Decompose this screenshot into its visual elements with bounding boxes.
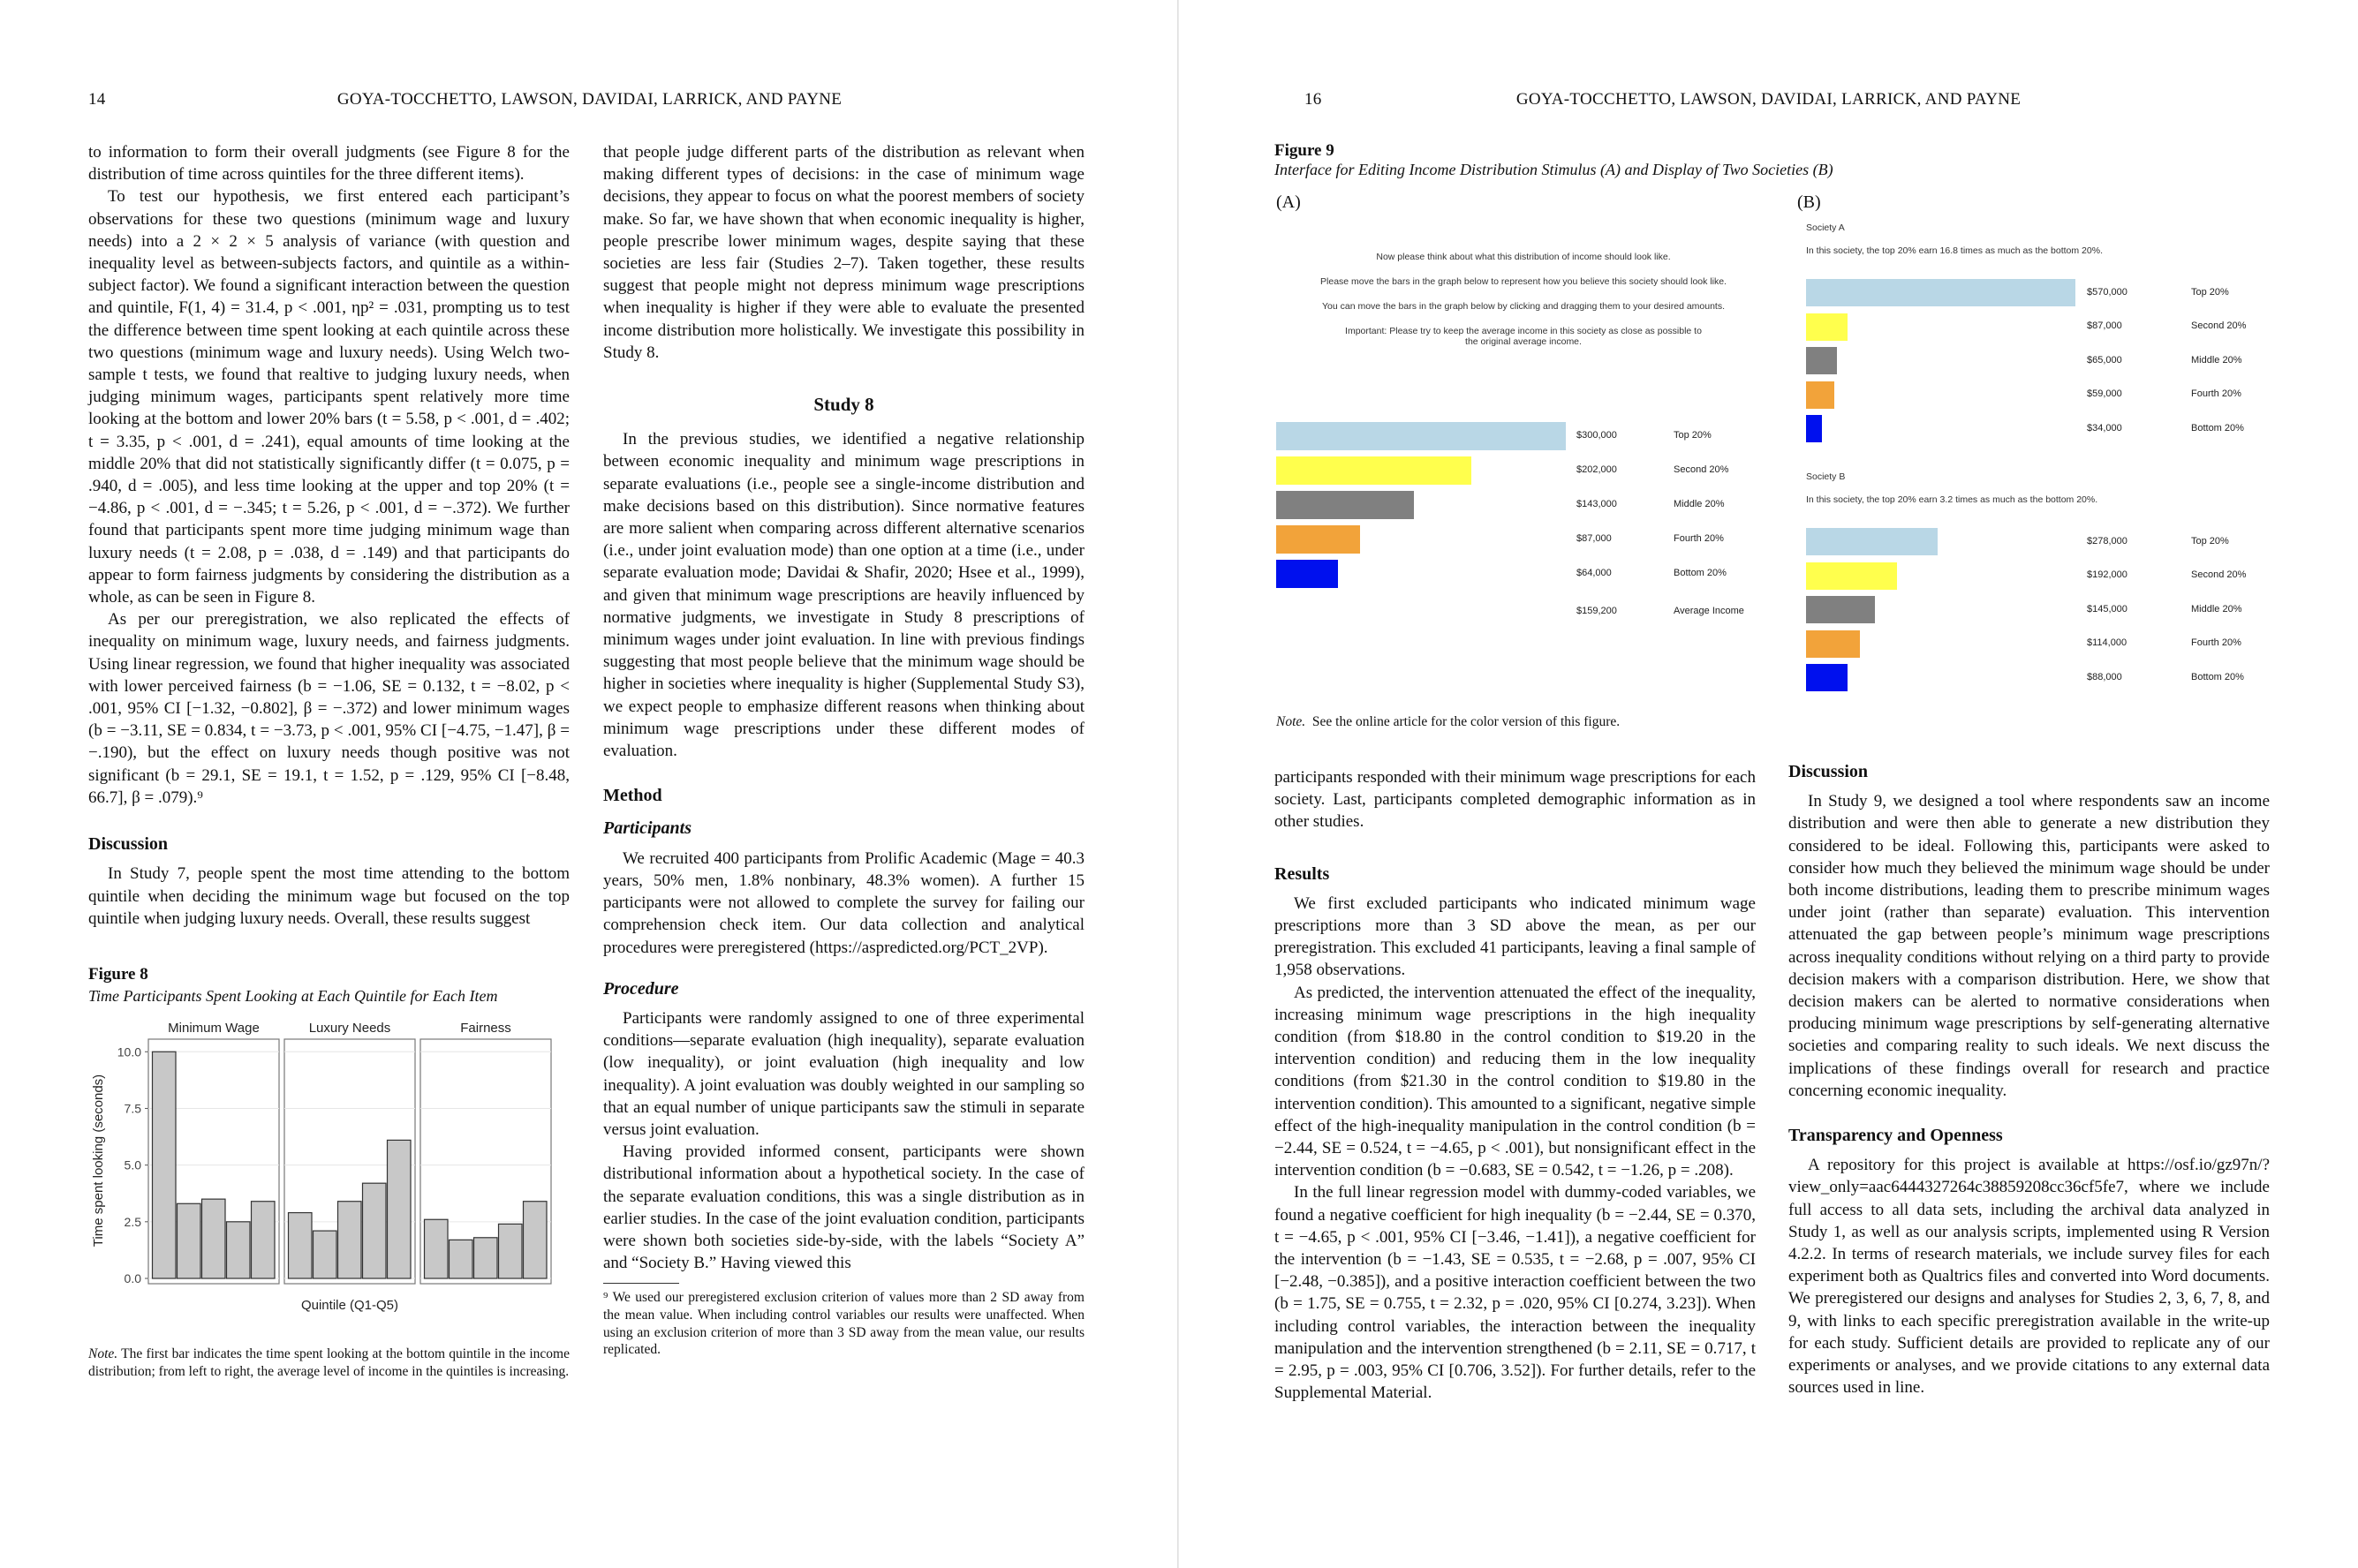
note-label: Note. [1276,714,1306,729]
paragraph: In the full linear regression model with dummy-coded variables, we found a negative coefficient for high inequality (b = −2.44, SE = 0.370, t = −4.65, p < .001, 95% CI [−3.46, −1.41]), a negative coefficient for the intervention (b = −1.43, SE = 0.535, t = −2.68, p = .007, 95% CI [−2.48, −0.385]), and a positive interaction coefficient between the two (b = 1.75, SE = 0.755, t = 2.32, p = .020, 95% CI [0.274, 3.23]). When including control variables, the interaction between the inequality manipulation and the intervention strengthened (b = 2.11, SE = 0.717, t = 2.95, p = .003, 95% CI [0.706, 3.52]). For further details, refer to the Supplemental Material. [1274,1183,1756,1403]
bar-quintile-label: Middle 20% [2191,603,2242,614]
bar-quintile-label: Second 20% [1674,464,1729,475]
footnote-rule [603,1283,679,1284]
bar [474,1238,498,1278]
right-column-2 [1788,761,2270,1398]
bar-amount: $278,000 [2087,535,2127,547]
section-heading-study-8: Study 8 [813,394,874,416]
bar-quintile-label: Second 20% [2191,320,2247,331]
bar-quintile-label: Fourth 20% [2191,388,2241,399]
income-bar[interactable] [1276,422,1566,450]
paragraph: We first excluded participants who indicated minimum wage prescriptions more than 3 SD above the mean, as per our preregistration. This excluded 41 participants, leaving a final sample of 1,958 observations. [1274,893,1756,980]
paragraph: Participants were randomly assigned to one of three experimental conditions—separate evaluation (high inequality), separate evaluation (low inequality), or joint evaluation (high inequality and low inequality). A joint evaluation was doubly weighted in our sampling so that an equal number of unique participants saw the stimuli in separate versus joint evaluation. [603,1008,1085,1139]
income-bar[interactable] [1276,491,1414,519]
bar-quintile-label: Bottom 20% [2191,422,2244,433]
bar [227,1222,251,1278]
panel-a-instructions [1276,252,1771,347]
paragraph: Having provided informed consent, participants were shown distributional information about a hypothetical society. In the case of the separate evaluation conditions, this was a single distribution as in earlier studies. In the case of the joint evaluation condition, participants were shown both societies side-by-side, with the labels “Society A” and “Society B.” Having viewed this [603,1142,1085,1273]
instruction-text: You can move the bars in the graph below by clicking and dragging them to your desired amounts. [1321,301,1726,312]
paragraph: In Study 7, people spent the most time attending to the bottom quintile when deciding the minimum wage but focused on the top quintile when judging luxury needs. Overall, these results suggest [88,864,570,928]
instruction-text: Please move the bars in the graph below to represent how you believe this society should look like. [1320,276,1727,287]
paragraph: participants responded with their minimum wage prescriptions for each society. Last, participants completed demographic information as in other studies. [1274,768,1756,832]
paragraph: In the previous studies, we identified a negative relationship between economic inequality and minimum wage prescriptions in separate evaluations (i.e., people see a single-income distribution and make decisions based on this distribution). Since normative features are more salient when comparing across different alternative scenarios (i.e., under joint evaluation mode) than one option at a time (i.e., under separate evaluation mode; Davidai & Shafir, 2020; Hsee et al., 1999), and given that minimum wage prescriptions are heavily influenced by normative judgments, we investigate in Study 8 prescriptions of minimum wages under joint evaluation. In line with previous findings suggesting that most people believe that the minimum wage should be higher in societies where inequality is higher (Supplemental Study S3), we expect people to emphasize different reasons when thinking about minimum wage prescriptions under these different modes of evaluation. [603,430,1085,761]
bar-amount: $570,000 [2087,286,2127,298]
right-page-number: 16 [1304,90,1322,109]
note-label: Note. [88,1346,118,1361]
bar-amount: $87,000 [2087,320,2122,331]
figure-9-caption: Interface for Editing Income Distribution Stimulus (A) and Display of Two Societies (B) [1274,161,1833,178]
society-b-ratio-line: In this society, the top 20% earn 3.2 times as much as the bottom 20%. [1806,494,2098,505]
y-axis-title: Time spent looking (seconds) [91,1074,106,1248]
income-bar [1806,528,1938,555]
subheading-procedure: Procedure [603,978,679,999]
y-tick-label: 2.5 [124,1215,141,1230]
y-tick-label: 0.0 [124,1271,141,1286]
paragraph: In Study 9, we designed a tool where respondents saw an income distribution and were then able to generate a new distribution they considered to be ideal. Following this, participants were asked to consider how much they believed the minimum wage should be under both income distributions, leading them to prescribe minimum wages under joint (rather than separate) evaluation. This intervention attenuated the gap between people’s minimum wage prescriptions across inequality conditions without relying on a third party to provide decision makers with a comparison distribution. Here, we show that decision makers can be alerted to normative considerations when producing minimum wage prescriptions by self-generating alternative societies and comparing reality to such ideals. We next discuss the implications of these findings overall for research and practice concerning economic inequality. [1788,792,2270,1100]
panel-a-label: (A) [1276,192,1301,212]
paragraph: A repository for this project is available at https://osf.io/gz97n/?view_only=aac6444327264c38859208cc36cf5fe7, where we include full access to all data sets, including the archival data analyzed in Study 1, as well as our analysis scripts, implemented using R Version 4.2.2. In terms of research materials, we include survey files for each experiment both as Qualtrics files and converted into Word documents. We preregistered our designs and analyses for Studies 2, 3, 6, 7, 8, and 9, with links to each specific preregistration available in the write-up for each study. Sufficient details are provided to replicate any of our experiments or analyses, and we provide citations to any external data sources used in line. [1788,1156,2270,1398]
bar [178,1204,201,1279]
section-heading-transparency: Transparency and Openness [1788,1126,2003,1146]
income-bar [1806,664,1848,691]
bar [363,1183,387,1278]
bar-amount: $300,000 [1576,430,1617,441]
income-bar [1806,313,1848,341]
income-bar[interactable] [1276,560,1338,588]
bar-quintile-label: Fourth 20% [1674,533,1724,544]
bar-amount: $114,000 [2087,637,2127,648]
bar-quintile-label: Top 20% [2191,535,2229,547]
income-bar [1806,347,1837,374]
income-bar [1806,279,2075,306]
bar-quintile-label: Top 20% [2191,286,2229,298]
figure-9-note [1276,713,2071,731]
bar-quintile-label: Middle 20% [2191,354,2242,366]
bar [524,1202,548,1278]
right-column-1 [1274,766,1756,1404]
section-heading-results: Results [1274,863,1330,884]
subheading-participants: Participants [603,818,692,839]
society-a-bars [1806,279,2283,456]
footnote-9: ⁹ We used our preregistered exclusion criterion of values more than 2 SD away from the mean value. When including control variables our results were unaffected. When using an exclusion criterion of more than 3 SD away from the mean value, our results replicated. [603,1290,1085,1358]
bar-amount: $59,000 [2087,388,2122,399]
panel-a-distribution-editor[interactable] [1276,422,1806,634]
y-tick-label: 7.5 [124,1101,141,1116]
x-axis-title: Quintile (Q1-Q5) [300,1298,399,1314]
bar [289,1213,313,1278]
left-column-1 [88,141,570,1381]
society-b-name: Society B [1806,471,1846,482]
facet-title: Luxury Needs [308,1021,391,1037]
average-label: Average Income [1674,606,1744,616]
average-amount: $159,200 [1576,606,1617,616]
facet-title: Fairness [460,1021,511,1037]
paragraph: to information to form their overall judgments (see Figure 8 for the distribution of time across quintiles for the three different items). [88,143,570,185]
facet-title: Minimum Wage [168,1021,260,1037]
income-bar [1806,596,1875,623]
paragraph: As per our preregistration, we also replicated the effects of inequality on minimum wage, luxury needs, and fairness judgments. Using linear regression, we found that higher inequality was associated with lower perceived fairness (b = −1.06, SE = 0.132, t = −8.02, p < .001, 95% CI [−1.32, −0.802], β = −.372) and lower minimum wages (b = −3.11, SE = 0.834, t = −3.73, p < .001, 95% CI [−4.75, −1.47], β = −.190), but the effect on luxury needs though positive was not significant (b = 29.1, SE = 19.1, t = 1.52, p = .129, 95% CI [−8.48, 66.7], β = .079).⁹ [88,610,570,807]
left-author-names: GOYA-TOCCHETTO, LAWSON, DAVIDAI, LARRICK, AND PAYNE [336,90,843,109]
panel-b-label: (B) [1797,192,1821,212]
note-text: See the online article for the color version of this figure. [1311,714,1621,729]
bar [252,1202,276,1278]
bar [450,1240,473,1279]
bar-quintile-label: Bottom 20% [2191,671,2244,682]
bar-amount: $34,000 [2087,422,2122,433]
section-heading-discussion: Discussion [1788,762,1869,781]
section-heading-discussion: Discussion [88,834,169,855]
figure-8 [88,963,570,1381]
society-b-block [1806,471,2283,505]
paragraph: that people judge different parts of the distribution as relevant when making different types of decisions: in the case of minimum wage decisions, they appear to focus on what the poorest members of society make. So far, we have shown that when economic inequality is higher, people prescribe lower minimum wages, despite saying that these societies are less fair (Studies 2–7). Taken together, these results suggest that people might not depress minimum wage prescriptions when inequality is higher if they were able to evaluate the presented income distribution more holistically. We investigate this possibility in Study 8. [603,143,1085,362]
bar [425,1220,449,1279]
bar [388,1141,412,1279]
paragraph: We recruited 400 participants from Prolific Academic (Mage = 40.3 years, 50% men, 1.8% nonbinary, 48.3% women). A further 15 participants were not allowed to complete the survey for failing our comprehension check item. Our data collection and analytical procedures were preregistered (https://aspredicted.org/PCT_2VP). [603,848,1085,957]
figure-8-title: Figure 8 [88,964,148,984]
paragraph: To test our hypothesis, we first entered each participant’s observations for these two questions (minimum wage and luxury needs) into a 2 × 2 × 5 analysis of variance (with question and inequality level as between-subjects factors, and quintile as a within-subject factor). We found a significant interaction between the question and quintile, F(1, 4) = 31.4, p < .001, ηp² = .031, prompting us to test the difference between time spent looking at each quintile across these two questions (minimum wage and luxury needs). Using Welch two-sample t tests, we found that realtive to judging luxury needs, when judging minimum wages, participants spent relatively more time looking at the bottom and lower 20% bars (t = 5.58, p < .001, d = .402; t = 3.35, p < .001, d = .241), equal amounts of time looking at the middle 20% that did not statistically significantly differ (t = 0.075, p = .940, d = .005), and less time looking at the upper and top 20% (t = −4.86, p < .001, d = −.345; t = 5.26, p < .001, d = −.372). We further found that participants spent more time judging minimum wage than luxury needs (t = 2.08, p = .038, d = .149) and that participants do appear to form fairness judgments by considering the distribution as a whole, as can be seen in Figure 8. [88,187,570,607]
bar [338,1202,362,1278]
bar-amount: $192,000 [2087,569,2127,580]
bar-quintile-label: Middle 20% [1674,499,1725,509]
bar-amount: $65,000 [2087,354,2122,366]
bar [499,1225,523,1279]
note-text: The first bar indicates the time spent looking at the bottom quintile in the income distribution; from left to right, the average level of income in the quintiles is increasing. [88,1346,570,1379]
figure-8-chart [88,1018,570,1323]
paragraph: As predicted, the intervention attenuated the effect of the inequality, increasing minimum wage prescriptions in the high inequality condition (from $18.80 in the control condition to $19.20 in the intervention condition) and reducing them in the low inequality conditions (from $21.30 in the control condition to $19.80 in the intervention condition). This amounted to a significant, negative simple effect of the high-inequality manipulation in the control condition (b = −2.44, SE = 0.524, t = −4.65, p < .001), but nonsignificant effect in the intervention condition (b = −0.683, SE = 0.542, t = −1.26, p = .208). [1274,983,1756,1180]
bar [314,1231,337,1278]
figure-8-caption: Time Participants Spent Looking at Each Quintile for Each Item [88,987,498,1006]
bar-quintile-label: Bottom 20% [1674,568,1727,578]
bar-quintile-label: Fourth 20% [2191,637,2241,648]
bar [202,1199,226,1278]
income-bar [1806,415,1822,442]
y-tick-label: 10.0 [117,1044,141,1059]
bar-quintile-label: Top 20% [1674,430,1712,441]
society-a-ratio-line: In this society, the top 20% earn 16.8 times as much as the bottom 20%. [1806,245,2103,256]
left-page-number: 14 [88,90,106,109]
bar-amount: $143,000 [1576,499,1617,509]
income-bar [1806,630,1860,658]
instruction-text: Now please think about what this distribution of income should look like. [1376,252,1671,262]
bar-amount: $64,000 [1576,568,1612,578]
left-column-2 [603,141,1085,1359]
bar-quintile-label: Second 20% [2191,569,2247,580]
society-a-block [1806,222,2283,256]
bar-amount: $202,000 [1576,464,1617,475]
right-author-names: GOYA-TOCCHETTO, LAWSON, DAVIDAI, LARRICK, AND PAYNE [1515,90,2022,109]
income-bar[interactable] [1276,456,1471,485]
bar-amount: $88,000 [2087,671,2122,682]
instruction-text: Important: Please try to keep the average income in this society as close as possible to the original average income. [1345,326,1702,347]
figure-9-title: Figure 9 [1274,141,1334,160]
figure-9 [1274,141,2272,190]
y-tick-label: 5.0 [124,1157,141,1172]
bar [153,1052,177,1279]
right-page [1179,0,2358,1568]
income-bar [1806,562,1897,590]
society-b-bars [1806,528,2283,705]
bar-amount: $145,000 [2087,603,2127,614]
section-heading-method: Method [603,786,662,806]
bar-amount: $87,000 [1576,533,1612,544]
income-bar [1806,381,1834,409]
society-a-name: Society A [1806,222,1845,233]
figure-8-note [88,1346,570,1381]
income-bar[interactable] [1276,525,1360,554]
